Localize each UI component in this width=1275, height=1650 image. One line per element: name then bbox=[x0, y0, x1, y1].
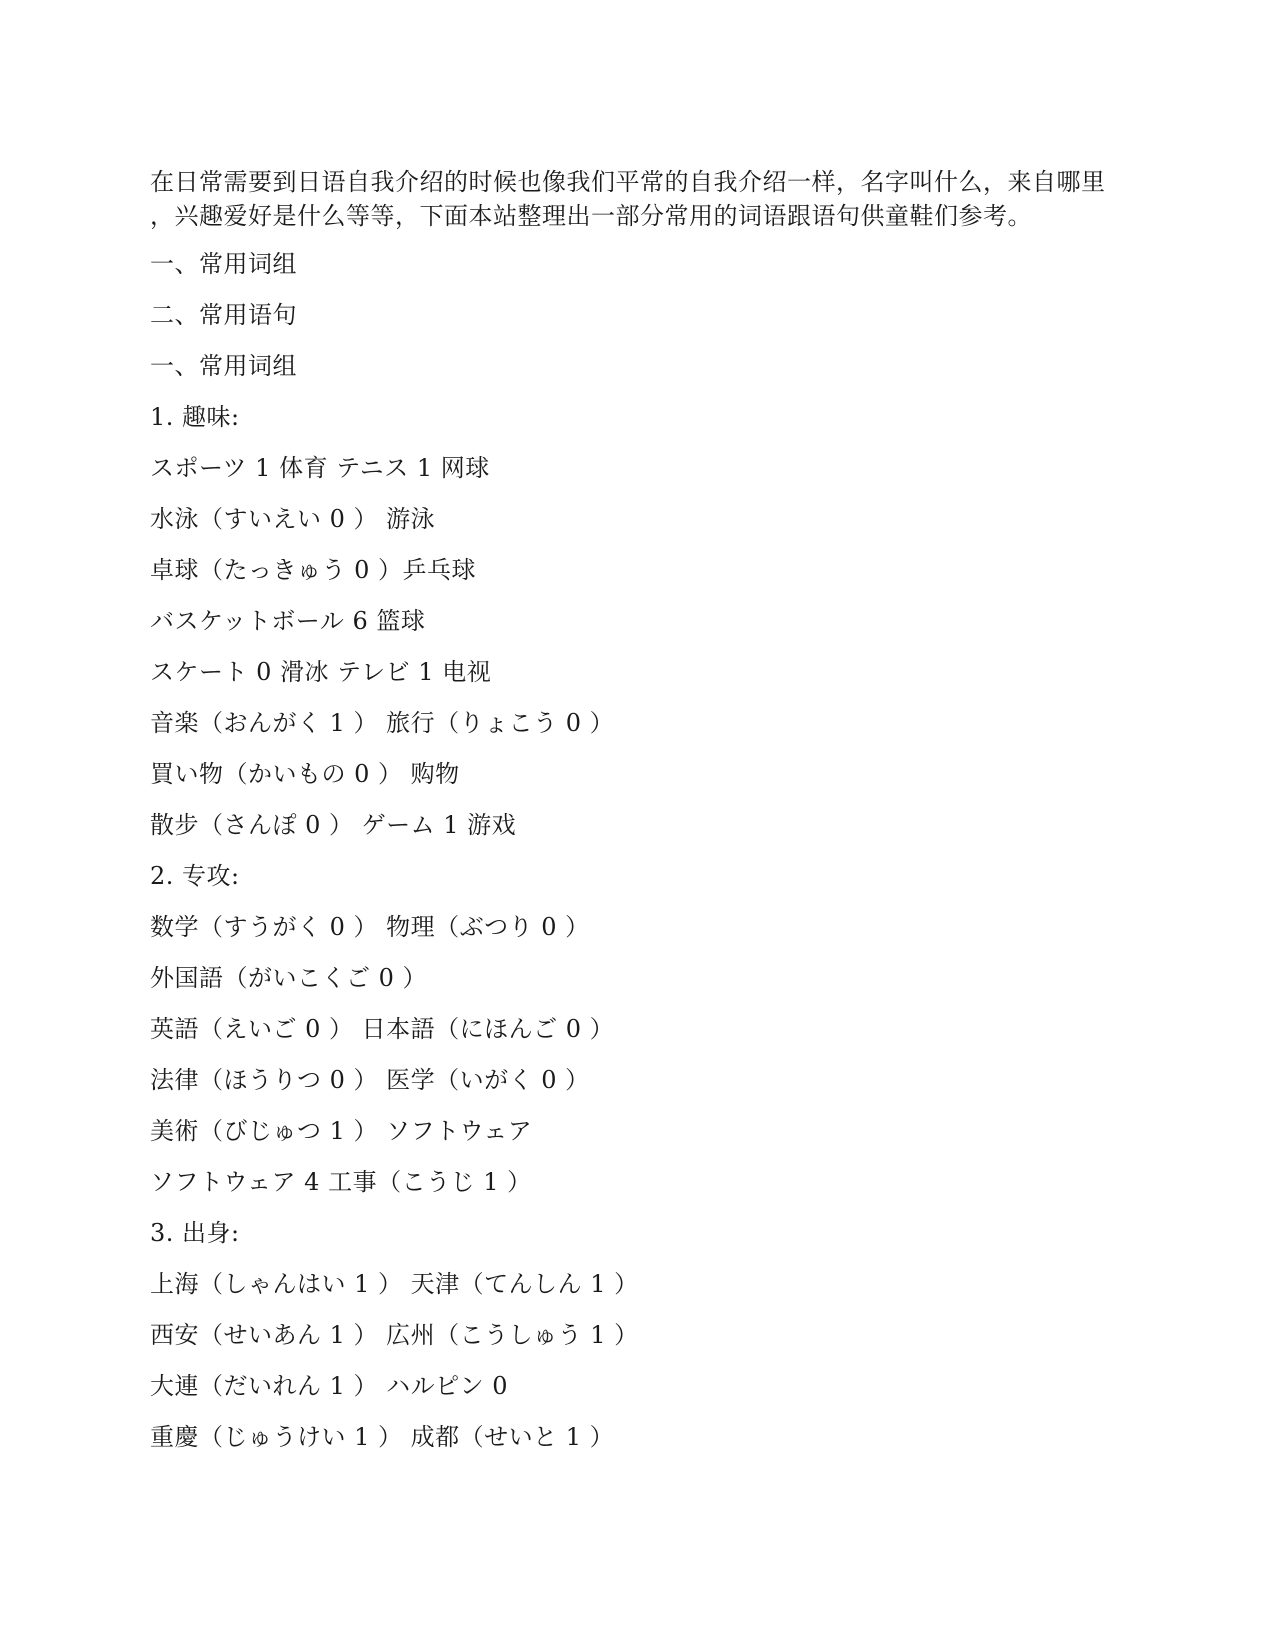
subheading-hometown: 3. 出身: bbox=[150, 1219, 240, 1247]
vocab-line: 重慶（じゅうけい 1 ） 成都（せいと 1 ） bbox=[150, 1423, 615, 1451]
toc-item-sentences: 二、常用语句 bbox=[150, 301, 297, 329]
vocab-line: 外国語（がいこくご 0 ） bbox=[150, 964, 428, 992]
vocab-line: 西安（せいあん 1 ） 広州（こうしゅう 1 ） bbox=[150, 1321, 639, 1349]
toc-item-phrases: 一、常用词组 bbox=[150, 250, 297, 278]
vocab-line: スケート 0 滑冰 テレビ 1 电视 bbox=[150, 658, 492, 686]
vocab-line: ソフトウェア 4 工事（こうじ 1 ） bbox=[150, 1168, 532, 1196]
document-page bbox=[150, 165, 1130, 1471]
vocab-line: バスケットボール 6 篮球 bbox=[150, 607, 426, 635]
vocab-line: 美術（びじゅつ 1 ） ソフトウェア bbox=[150, 1117, 533, 1145]
vocab-line: 上海（しゃんはい 1 ） 天津（てんしん 1 ） bbox=[150, 1270, 639, 1298]
vocab-line: 音楽（おんがく 1 ） 旅行（りょこう 0 ） bbox=[150, 709, 615, 737]
vocab-line: 卓球（たっきゅう 0 ）乒乓球 bbox=[150, 556, 477, 584]
vocab-line: 法律（ほうりつ 0 ） 医学（いがく 0 ） bbox=[150, 1066, 590, 1094]
intro-paragraph bbox=[150, 165, 1130, 233]
vocab-line: スポーツ 1 体育 テニス 1 网球 bbox=[150, 454, 490, 482]
intro-line-2: ，兴趣爱好是什么等等，下面本站整理出一部分常用的词语跟语句供童鞋们参考。 bbox=[150, 202, 1032, 230]
vocab-line: 散步（さんぽ 0 ） ゲーム 1 游戏 bbox=[150, 811, 517, 839]
vocab-line: 大連（だいれん 1 ） ハルピン 0 bbox=[150, 1372, 509, 1400]
vocab-line: 英語（えいご 0 ） 日本語（にほんご 0 ） bbox=[150, 1015, 615, 1043]
intro-line-1: 在日常需要到日语自我介绍的时候也像我们平常的自我介绍一样，名字叫什么，来自哪里 bbox=[150, 168, 1106, 196]
vocab-line: 水泳（すいえい 0 ） 游泳 bbox=[150, 505, 436, 533]
section-heading-phrases: 一、常用词组 bbox=[150, 352, 297, 380]
subheading-hobbies: 1. 趣味: bbox=[150, 403, 240, 431]
vocab-line: 買い物（かいもの 0 ） 购物 bbox=[150, 760, 460, 788]
subheading-major: 2. 专攻: bbox=[150, 862, 240, 890]
vocab-line: 数学（すうがく 0 ） 物理（ぶつり 0 ） bbox=[150, 913, 590, 941]
